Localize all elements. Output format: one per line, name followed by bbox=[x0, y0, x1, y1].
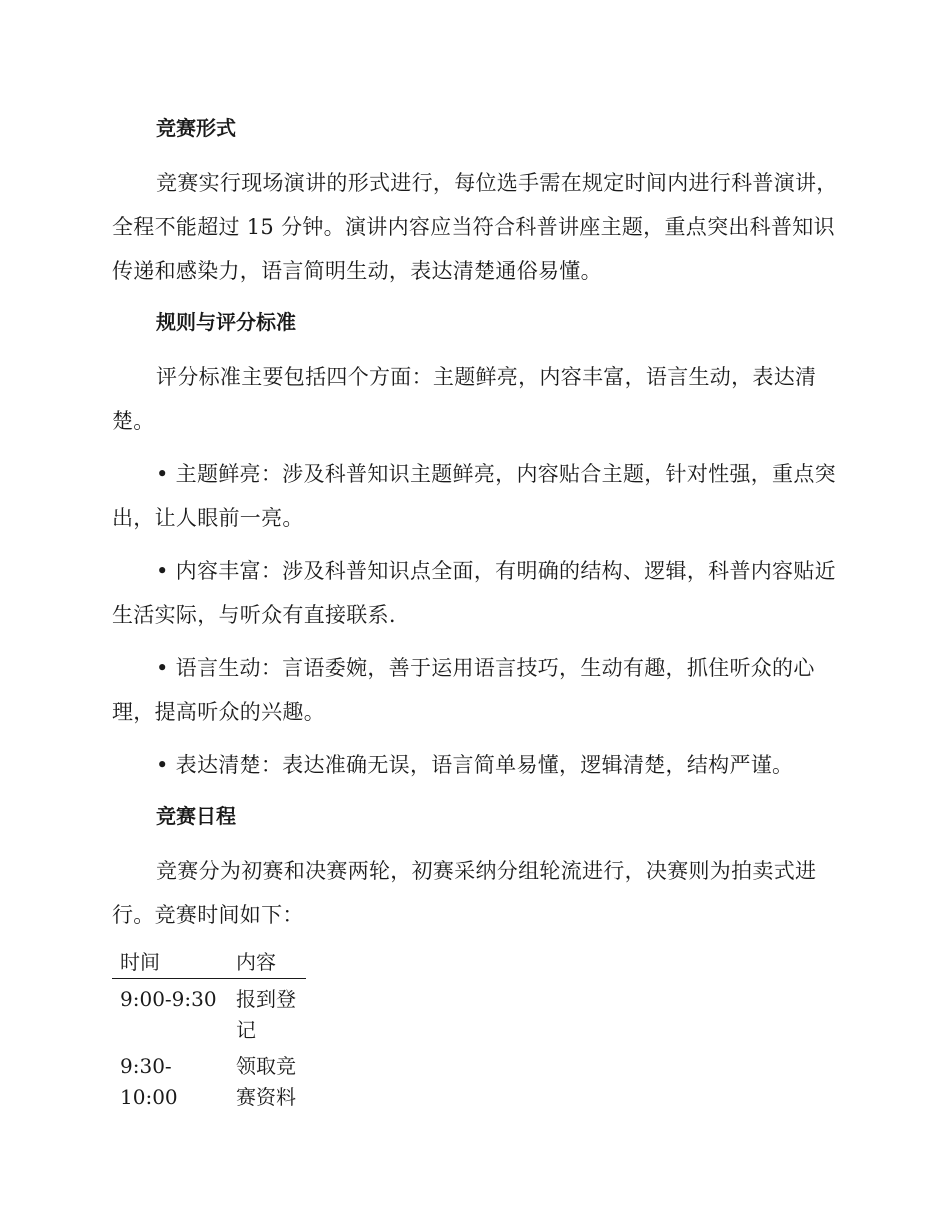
table-cell-content: 领取竞赛资料 bbox=[236, 1054, 296, 1109]
table-row bbox=[112, 979, 306, 1047]
rules-item-theme: • 主题鲜亮：涉及科普知识主题鲜亮，内容贴合主题，针对性强，重点突出，让人眼前一亮。 bbox=[112, 462, 836, 530]
table-header-content: 内容 bbox=[228, 946, 306, 979]
rules-intro-paragraph: 评分标准主要包括四个方面：主题鲜亮，内容丰富，语言生动，表达清楚。 bbox=[112, 365, 817, 433]
section-heading-rules: 规则与评分标准 bbox=[156, 310, 296, 334]
section-heading-schedule: 竞赛日程 bbox=[156, 804, 236, 828]
table-cell-time: 9:00-9:30 bbox=[120, 987, 217, 1011]
rules-item-expression: • 表达清楚：表达准确无误，语言简单易懂，逻辑清楚，结构严谨。 bbox=[156, 753, 794, 777]
table-header-time: 时间 bbox=[112, 946, 228, 979]
rules-item-language: • 语言生动：言语委婉，善于运用语言技巧，生动有趣，抓住听众的心理，提高听众的兴趣。 bbox=[112, 656, 815, 724]
format-paragraph: 竞赛实行现场演讲的形式进行，每位选手需在规定时间内进行科普演讲，全程不能超过 15 分钟。演讲内容应当符合科普讲座主题，重点突出科普知识传递和感染力，语言简明生动，表达清楚通俗易懂。 bbox=[112, 171, 838, 283]
table-row bbox=[112, 1046, 306, 1113]
table-header-row bbox=[112, 946, 306, 979]
rules-item-content: • 内容丰富：涉及科普知识点全面，有明确的结构、逻辑，科普内容贴近生活实际，与听众有直接联系. bbox=[112, 559, 836, 627]
section-heading-format: 竞赛形式 bbox=[156, 116, 236, 140]
schedule-table bbox=[112, 946, 306, 1113]
table-cell-content: 报到登记 bbox=[236, 987, 296, 1042]
document-page bbox=[112, 108, 842, 1113]
schedule-paragraph: 竞赛分为初赛和决赛两轮，初赛采纳分组轮流进行，决赛则为拍卖式进行。竞赛时间如下： bbox=[112, 859, 817, 927]
table-cell-time: 9:30-10:00 bbox=[120, 1054, 178, 1109]
